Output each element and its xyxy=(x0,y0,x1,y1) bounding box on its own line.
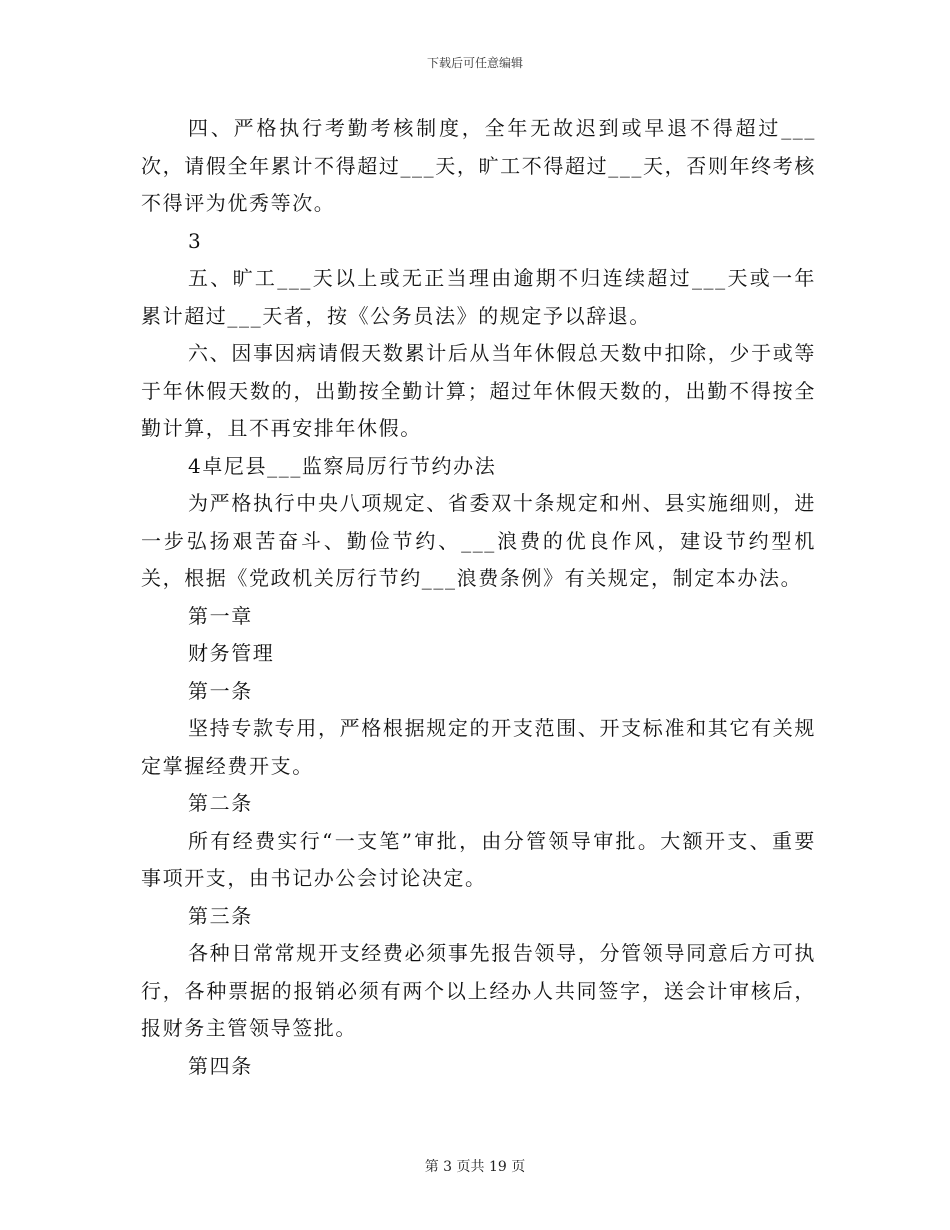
article-heading-1: 第一条 xyxy=(188,678,253,703)
paragraph-rule-5: 五、旷工___天以上或无正当理由逾期不归连续超过___天或一年累计超过___天者，按《公务员法》的规定予以辞退。 xyxy=(141,266,816,328)
article-text-3: 各种日常常规开支经费必须事先报告领导，分管领导同意后方可执行，各种票据的报销必须有两个以上经办人共同签字，送会计审核后，报财务主管领导签批。 xyxy=(141,941,816,1040)
paragraph-rule-4: 四、严格执行考勤考核制度，全年无故迟到或早退不得超过___次，请假全年累计不得超过___天，旷工不得超过___天，否则年终考核不得评为优秀等次。 xyxy=(141,116,816,215)
chapter-heading: 第一章 xyxy=(188,603,253,628)
page-header: 下载后可任意编辑 xyxy=(426,56,523,70)
page-footer: 第 3 页共 19 页 xyxy=(424,1159,526,1175)
article-text-2: 所有经费实行“一支笔”审批，由分管领导审批。大额开支、重要事项开支，由书记办公会讨论决定。 xyxy=(141,828,816,890)
paragraph-intro: 为严格执行中央八项规定、省委双十条规定和州、县实施细则，进一步弘扬艰苦奋斗、勤俭节约、___浪费的优良作风，建设节约型机关，根据《党政机关厉行节约___浪费条例》有关规定，制定本办法。 xyxy=(141,491,816,590)
chapter-title: 财务管理 xyxy=(188,641,275,665)
section-title: 4卓尼县___监察局厉行节约办法 xyxy=(188,453,497,478)
article-heading-4: 第四条 xyxy=(188,1053,253,1078)
article-heading-2: 第二条 xyxy=(188,791,253,815)
article-heading-3: 第三条 xyxy=(188,903,253,928)
document-body xyxy=(141,110,816,1085)
article-text-1: 坚持专款专用，严格根据规定的开支范围、开支标准和其它有关规定掌握经费开支。 xyxy=(141,716,816,778)
paragraph-rule-6: 六、因事因病请假天数累计后从当年休假总天数中扣除，少于或等于年休假天数的，出勤按全勤计算；超过年休假天数的，出勤不得按全勤计算，且不再安排年休假。 xyxy=(141,341,816,440)
paragraph-section-number: 3 xyxy=(188,228,203,253)
